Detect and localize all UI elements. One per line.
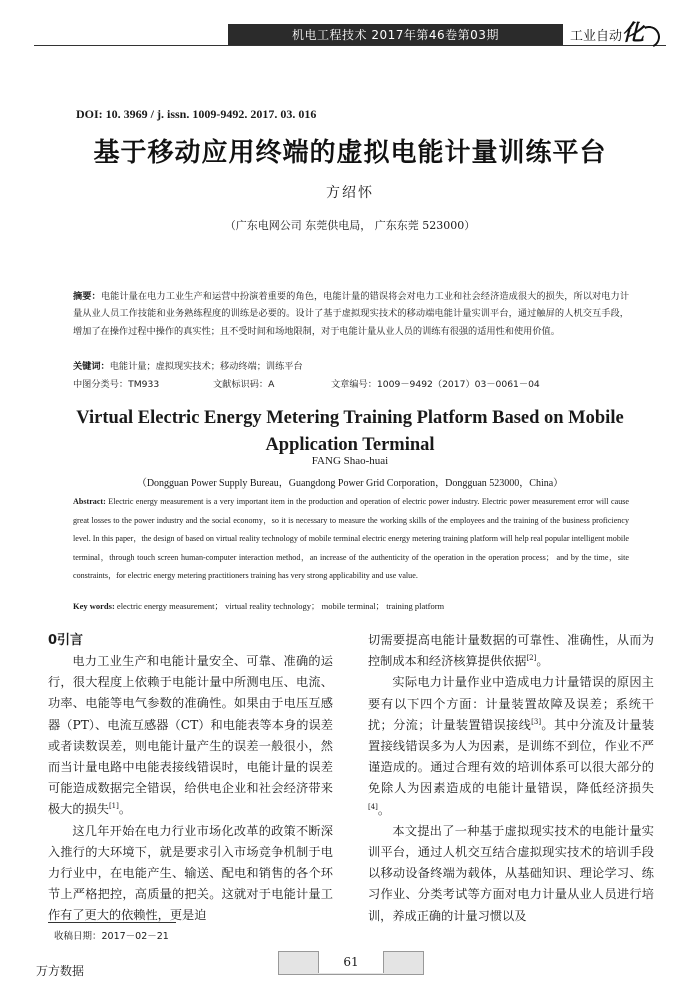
classification-line — [73, 376, 629, 393]
keywords-en-text: electric energy measurement； virtual reality technology； mobile terminal； training platform — [116, 601, 445, 611]
abstract-cn — [73, 288, 629, 340]
paragraph-text: 本文提出了一种基于虚拟现实技术的电能计量实训平台，通过人机交互结合虚拟现实技术的培训手段以移动设备终端为载体，从基础知识、理论学习、练习作业、分类考试等方面对电力计量从业人员进行培训，养成正确的计量习惯以及 — [368, 823, 654, 923]
abstract-en-text: Electric energy measurement is a very important item in the production and operation of electric power industry. Electric power measurement error will cause great losses to the power industry and the social economy，so it is necessary to measure the working skills of the employees and the training of the business proficiency level. In this paper，the design of based on virtual reality technology of mobile terminal electric energy metering training platform will help real popular intelligent mobile terminal，through touch screen human-computer interaction method，an increase of the authenticity of the operation in the operation process； and by the time，site constraints，for electric energy metering practitioners training has very strong applicability and use value. — [73, 497, 629, 581]
paragraph — [368, 821, 654, 927]
keywords-cn-label: 关键词： — [73, 361, 110, 372]
footnote-rule — [48, 922, 176, 923]
body-column-right — [368, 630, 654, 927]
received-date: 收稿日期：2017－02－21 — [54, 931, 169, 942]
author-en: FANG Shao-huai — [311, 455, 389, 467]
section-heading: 0引言 — [48, 633, 84, 648]
keywords-en-label: Key words: — [73, 601, 115, 611]
doi: DOI: 10. 3969 / j. issn. 1009-9492. 2017. 03. 016 — [76, 107, 317, 121]
paragraph — [368, 630, 654, 672]
citation-ref[interactable]: [2] — [526, 654, 537, 663]
paragraph-text: 切需要提高电能计量数据的可靠性、准确性，从而为控制成本和经济核算提供依据 — [368, 633, 654, 669]
body-column-left — [48, 630, 333, 927]
paragraph-text: 。其中分流及计量装置接线错误多为人为因素，是训练不到位，作业不严谨造成的。通过合理有效的培训体系可以很大部分的免除人为因素造成的电能计量错误，降低经济损失 — [368, 717, 655, 796]
section-logo — [570, 22, 660, 49]
section-logo-text: 工业自动 — [569, 29, 622, 44]
keywords-cn — [73, 358, 629, 375]
citation-ref[interactable]: [4] — [368, 802, 378, 811]
keywords-cn-text: 电能计量；虚拟现实技术；移动终端；训练平台 — [109, 361, 303, 372]
source-watermark: 万方数据 — [36, 964, 85, 978]
title-en: Virtual Electric Energy Metering Training Platform Based on Mobile Application Terminal — [76, 408, 624, 455]
citation-ref[interactable]: [1] — [108, 802, 119, 811]
section-logo-big-char: 化 — [621, 21, 644, 46]
abstract-en — [73, 493, 629, 586]
citation-ref[interactable]: [3] — [531, 717, 542, 726]
paragraph-text: 电力工业生产和电能计量安全、可靠、准确的运行，很大程度上依赖于电能计量中所测电压、电流、功率、电能等电气参数的准确性。如果由于电压互感器（PT）、电流互感器（CT）和电能表等本身的误差或者读数误差，则电能计量产生的误差一般很小，然而当计量电路中电能表接线错误时，电能计量的误差可能造成数据完全错误，给供电企业和社会经济带来极大的损失 — [48, 654, 333, 817]
article-number: 文章编号：1009－9492（2017）03－0061－04 — [331, 379, 540, 390]
keywords-en — [73, 598, 629, 614]
paragraph-end: 。 — [536, 654, 549, 669]
affiliation-en: （Dongguan Power Supply Bureau，Guangdong Power Grid Corporation，Dongguan 523000，China） — [136, 478, 564, 489]
paragraph — [368, 672, 654, 820]
paragraph — [48, 821, 333, 927]
paragraph-text: 实际电力计量作业中造成电力计量错误的原因主要有以下四个方面：计量装置故障及误差；系统干扰；分流；计量装置错误接线 — [368, 675, 654, 732]
title-cn: 基于移动应用终端的虚拟电能计量训练平台 — [93, 138, 607, 168]
paragraph-text: 这几年开始在电力行业市场化改革的政策不断深入推行的大环境下，就是要求引入市场竞争机制于电力行业中，在电能产生、输送、配电和销售的各个环节上严格把控，高质量的把关。这就对于电能计量工作有了更大的依赖性，更是迫 — [48, 823, 333, 923]
doc-code: 文献标识码：A — [213, 379, 275, 390]
affiliation-cn: （广东电网公司 东莞供电局， 广东东莞 523000） — [224, 219, 476, 232]
journal-header: 机电工程技术 2017年第46卷第03期 — [228, 24, 563, 46]
clc-number: 中图分类号：TM933 — [73, 379, 160, 390]
paragraph-end: 。 — [118, 802, 132, 817]
page-number: 61 — [318, 951, 384, 973]
abstract-cn-text: 电能计量在电力工业生产和运营中扮演着重要的角色，电能计量的错误将会对电力工业和社会经济造成很大的损失，所以对电力计量从业人员工作技能和业务熟练程度的训练是必要的。设计了基于虚拟现实技术的移动端电能计量实训平台，通过触屏的人机交互手段，增加了在操作过程中操作的真实性；且不受时间和场地限制，对于电能计量从业人员的训练有很强的适用性和使用价值。 — [73, 291, 630, 337]
paragraph-end: 。 — [377, 802, 391, 817]
paragraph — [48, 651, 333, 821]
abstract-cn-label: 摘要： — [73, 291, 101, 302]
abstract-en-label: Abstract: — [73, 497, 106, 506]
author-cn: 方绍怀 — [326, 185, 374, 201]
